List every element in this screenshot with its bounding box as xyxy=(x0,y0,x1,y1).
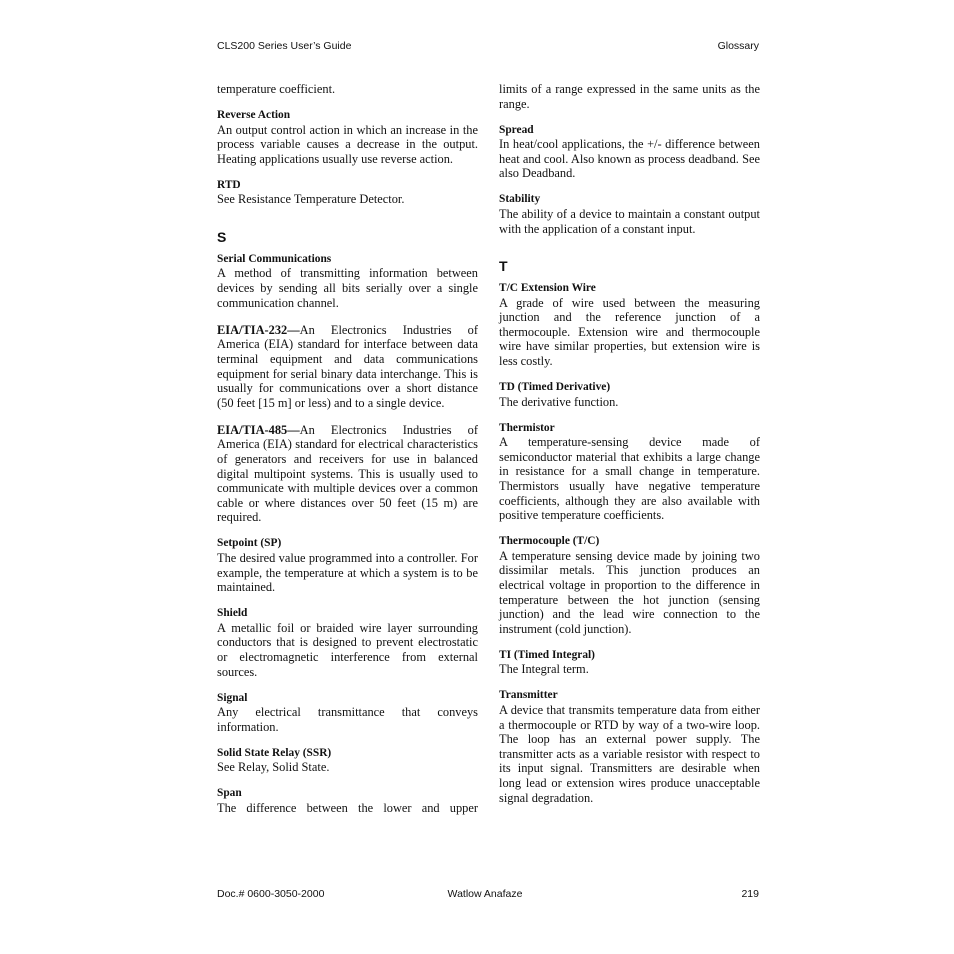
subentry-definition: An Electronics Industries of America (EIA) standard for interface between data terminal equipment and data communications equipment for serial binary data interchange. This is usually for communications over a short distance (50 feet [15 m] or less) and to a single device. xyxy=(217,322,478,410)
glossary-entry-reverse-action xyxy=(217,109,478,166)
glossary-term: Transmitter xyxy=(499,689,558,702)
glossary-term: Spread xyxy=(499,123,534,136)
running-header-right: Glossary xyxy=(717,40,759,52)
running-header-left: CLS200 Series User’s Guide xyxy=(217,40,352,52)
glossary-definition: Any electrical transmittance that conveys information. xyxy=(217,705,478,734)
section-heading-t: T xyxy=(499,258,508,275)
glossary-entry-thermistor xyxy=(499,422,760,523)
glossary-definition: A temperature sensing device made by joining two dissimilar metals. This junction produces an electrical voltage in proportion to the difference in temperature between the hot junction (sensing junction) and the lead wire connection to the instrument (cold junction). xyxy=(499,548,760,636)
continuation-text: limits of a range expressed in the same units as the range. xyxy=(499,82,760,111)
glossary-definition: The derivative function. xyxy=(499,394,619,409)
glossary-term: RTD xyxy=(217,178,241,191)
glossary-definition: A metallic foil or braided wire layer surrounding conductors that is designed to prevent electrostatic or electromagnetic interference from external sources. xyxy=(217,620,478,679)
footer-doc-number: Doc.# 0600-3050-2000 xyxy=(217,888,325,900)
glossary-definition: A method of transmitting information between devices by sending all bits serially over a single communication channel. xyxy=(217,266,478,310)
subentry-definition: An Electronics Industries of America (EIA) standard for electrical characteristics of generators and receivers for use in balanced digital multipoint systems. This is usually used to communicate with multiple devices over a common cable or where distances over 50 feet (15 m) are required. xyxy=(217,422,478,525)
glossary-entry-ti xyxy=(499,649,760,677)
glossary-definition: See Relay, Solid State. xyxy=(217,760,330,775)
glossary-definition: An output control action in which an increase in the process variable causes a decrease in the output. Heating applications usually use reverse action. xyxy=(217,122,478,166)
glossary-definition: A grade of wire used between the measuring junction and the reference junction of a thermocouple. Extension wire and thermocouple wire have similar properties, but extension wire is less costly. xyxy=(499,295,760,369)
glossary-entry-td xyxy=(499,381,760,409)
glossary-term: TI (Timed Integral) xyxy=(499,648,595,661)
glossary-entry-ssr xyxy=(217,747,478,775)
glossary-term: Span xyxy=(217,787,242,800)
glossary-term: Serial Communications xyxy=(217,252,332,265)
left-column xyxy=(217,82,478,828)
glossary-entry-spread xyxy=(499,124,760,181)
continuation-text: temperature coefficient. xyxy=(217,82,336,96)
glossary-term: T/C Extension Wire xyxy=(499,282,596,295)
subentry-term: EIA/TIA-485— xyxy=(217,422,300,437)
glossary-definition: A device that transmits temperature data from either a thermocouple or RTD by way of a two-wire loop. The loop has an external power supply. The transmitter acts as a variable resistor with respect to its input signal. Transmitters are desirable when long lead or extension wires produce unacceptable signal degradation. xyxy=(499,702,760,805)
page-number: 219 xyxy=(741,888,759,900)
glossary-term: Shield xyxy=(217,607,248,620)
glossary-definition: The desired value programmed into a controller. For example, the temperature at which a system is to be maintained. xyxy=(217,550,478,595)
right-column xyxy=(499,82,760,818)
glossary-entry-serial-communications xyxy=(217,253,478,310)
glossary-entry-span xyxy=(217,787,478,815)
glossary-entry-transmitter xyxy=(499,689,760,805)
glossary-definition: See Resistance Temperature Detector. xyxy=(217,192,405,207)
glossary-subentry-eia-485 xyxy=(217,423,478,525)
glossary-term: Setpoint (SP) xyxy=(217,537,282,550)
glossary-term: Signal xyxy=(217,691,248,704)
glossary-subentry-eia-232 xyxy=(217,323,478,411)
glossary-entry-rtd xyxy=(217,179,478,207)
glossary-term: TD (Timed Derivative) xyxy=(499,381,611,394)
glossary-definition: In heat/cool applications, the +/- difference between heat and cool. Also known as process deadband. See also Deadband. xyxy=(499,137,760,181)
glossary-term: Stability xyxy=(499,193,541,206)
footer-publisher: Watlow Anafaze xyxy=(447,888,523,900)
glossary-definition: The Integral term. xyxy=(499,662,589,677)
glossary-entry-tc-extension-wire xyxy=(499,282,760,368)
glossary-term: Thermistor xyxy=(499,421,555,434)
glossary-term: Reverse Action xyxy=(217,109,291,122)
glossary-definition: The ability of a device to maintain a constant output with the application of a constant input. xyxy=(499,206,760,236)
glossary-entry-setpoint xyxy=(217,537,478,594)
glossary-definition: The difference between the lower and upper xyxy=(217,800,478,815)
glossary-entry-stability xyxy=(499,193,760,236)
section-heading-s: S xyxy=(217,228,227,245)
subentry-term: EIA/TIA-232— xyxy=(217,322,300,337)
glossary-entry-thermocouple xyxy=(499,535,760,636)
glossary-entry-shield xyxy=(217,607,478,679)
glossary-term: Thermocouple (T/C) xyxy=(499,535,600,548)
glossary-term: Solid State Relay (SSR) xyxy=(217,746,332,759)
glossary-definition: A temperature-sensing device made of semiconductor material that exhibits a large change in resistance for a small change in temperature. Thermistors usually have negative temperature coefficients, although they are also available with positive temperature coefficients. xyxy=(499,435,760,523)
glossary-entry-signal xyxy=(217,692,478,735)
